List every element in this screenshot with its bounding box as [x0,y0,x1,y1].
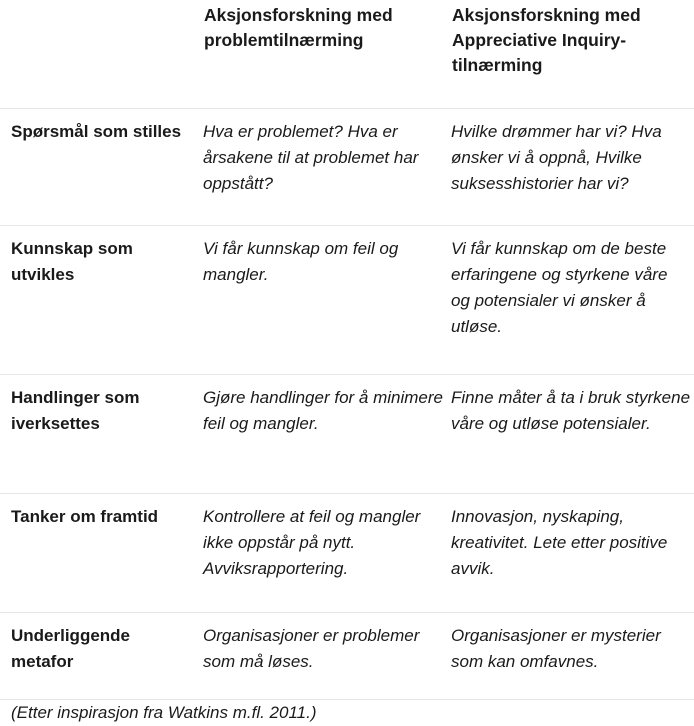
table-row [0,494,694,613]
appreciative-inquiry-cell: Finne måter å ta i bruk styrkene våre og utløse potensialer. [451,388,691,433]
problem-approach-cell: Kontrollere at feil og mangler ikke oppstår på nytt. Avviksrapportering. [203,507,421,578]
row-label: Spørsmål som stilles [11,122,182,141]
row-label: Kunnskap som utvikles [11,239,133,284]
row-label: Tanker om framtid [11,507,159,526]
column-header-appreciative-inquiry: Aksjonsforskning med Appreciative Inquiry-tilnærming [452,5,641,75]
appreciative-inquiry-cell: Vi får kunnskap om de beste erfaringene og styrkene våre og potensialer vi ønsker å utløse. [451,239,668,336]
appreciative-inquiry-cell: Organisasjoner er mysterier som kan omfavnes. [451,626,661,671]
source-footnote: (Etter inspirasjon fra Watkins m.fl. 2011.) [11,703,317,722]
row-label: Underliggende metafor [11,626,131,671]
problem-approach-cell: Hva er problemet? Hva er årsakene til at problemet har oppstått? [203,122,419,193]
appreciative-inquiry-cell: Innovasjon, nyskaping, kreativitet. Lete etter positive avvik. [451,507,668,578]
problem-approach-cell: Organisasjoner er problemer som må løses. [203,626,420,671]
table-row [0,375,694,494]
table-header [0,0,694,109]
table-row [0,613,694,700]
table-row [0,109,694,226]
table-row [0,226,694,375]
appreciative-inquiry-cell: Hvilke drømmer har vi? Hva ønsker vi å oppnå, Hvilke suksesshistorier har vi? [451,122,662,193]
problem-approach-cell: Gjøre handlinger for å minimere feil og mangler. [203,388,443,433]
problem-approach-cell: Vi får kunnskap om feil og mangler. [203,239,399,284]
row-label: Handlinger som iverksettes [11,388,140,433]
column-header-problem-approach: Aksjonsforskning med problemtilnærming [204,5,393,50]
